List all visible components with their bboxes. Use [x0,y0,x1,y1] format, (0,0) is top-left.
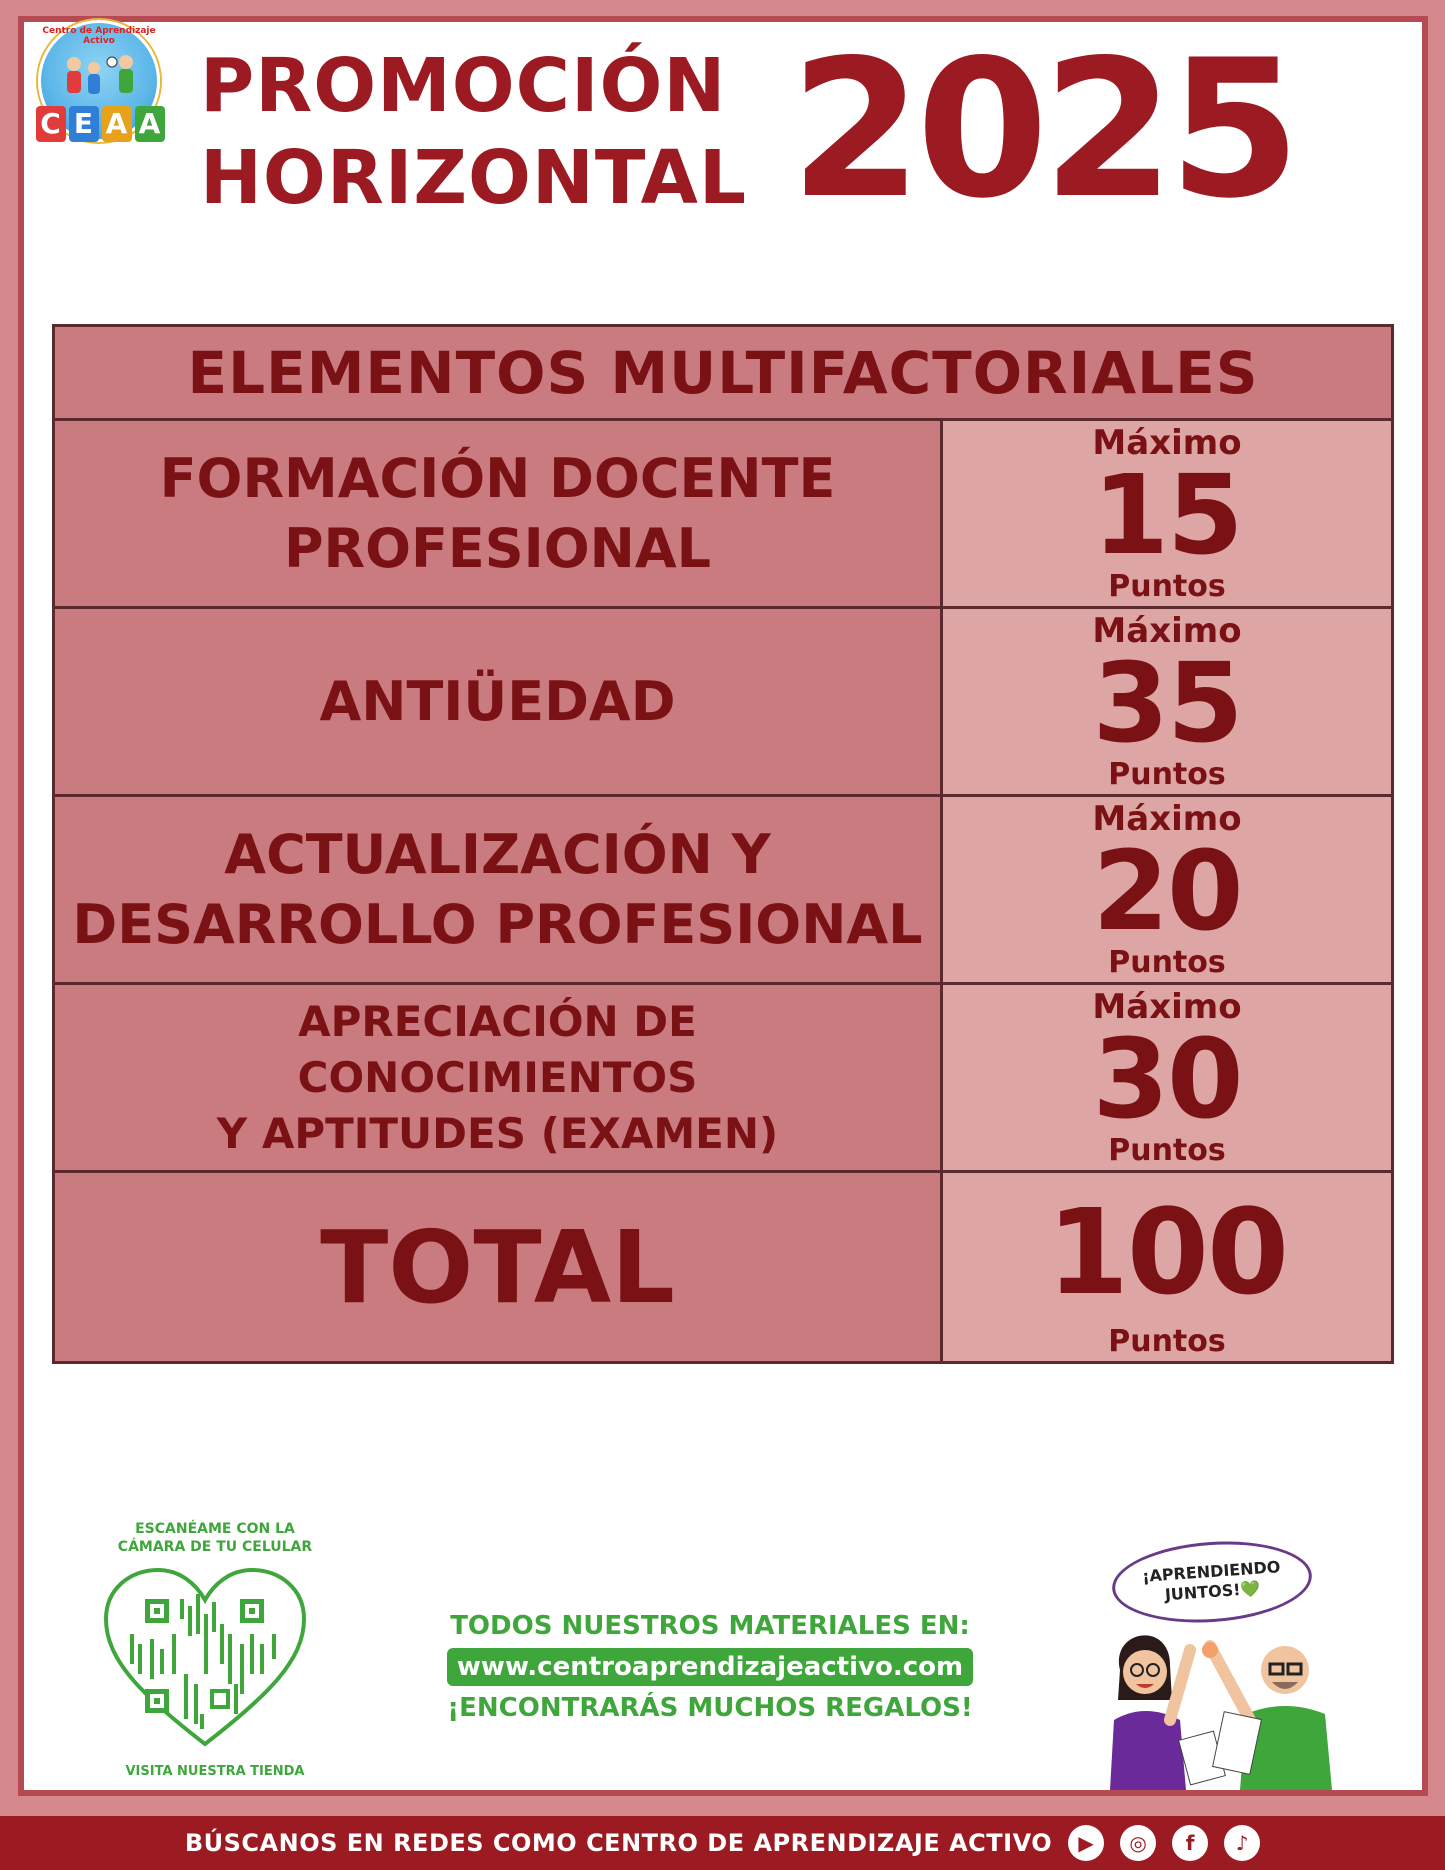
total-points [943,1173,1391,1361]
logo-letter-a2: A [135,106,165,142]
page-title [200,40,747,224]
points-value: 20 [1092,827,1242,955]
table-total-row [55,1173,1391,1361]
title-line-2: HORIZONTAL [200,135,748,221]
points-label: Puntos [1108,1133,1226,1168]
tiktok-icon[interactable]: ♪ [1224,1825,1260,1861]
promo-gifts: ¡ENCONTRARÁS MUCHOS REGALOS! [447,1693,973,1723]
table-row [55,421,1391,609]
logo-badge [30,106,170,146]
website-link[interactable]: www.centroaprendizajeactivo.com [447,1648,973,1686]
row-label [55,797,943,982]
qr-top-line-2: CÁMARA DE TU CELULAR [117,1539,313,1555]
qr-section [100,1520,330,1779]
max-label: Máximo [1092,611,1242,651]
row-label-line: FORMACIÓN DOCENTE [159,446,836,510]
points-value: 15 [1092,451,1242,579]
points-label: Puntos [1108,757,1226,792]
row-label-line: APRECIACIÓN DE [298,996,697,1046]
youtube-icon[interactable]: ▶ [1068,1825,1104,1861]
row-label [55,421,943,606]
table-row [55,797,1391,985]
qr-code-heart[interactable] [100,1564,310,1754]
row-label-line: ANTIÜEDAD [319,669,676,733]
max-label: Máximo [1092,987,1242,1027]
bubble-line-1: ¡APRENDIENDO [1141,1557,1281,1586]
row-label-line: PROFESIONAL [283,516,712,580]
table-row [55,985,1391,1173]
points-label: Puntos [1108,569,1226,604]
points-label: Puntos [1108,1324,1226,1359]
points-value: 35 [1092,639,1242,767]
promo-block [430,1608,990,1726]
social-footer-bar [0,1816,1445,1870]
qr-top-line-1: ESCANÉAME CON LA [135,1521,295,1537]
instagram-icon[interactable]: ◎ [1120,1825,1156,1861]
logo-letter-c: C [36,106,66,142]
logo-children-illustration [60,50,140,100]
row-label-line: CONOCIMIENTOS [297,1052,698,1102]
table-heading: ELEMENTOS MULTIFACTORIALES [55,327,1391,421]
row-label-line: DESARROLLO PROFESIONAL [72,892,923,956]
facebook-icon[interactable]: f [1172,1825,1208,1861]
max-label: Máximo [1092,799,1242,839]
row-label-line: Y APTITUDES (EXAMEN) [216,1108,779,1158]
qr-bottom-text: VISITA NUESTRA TIENDA [125,1764,305,1779]
title-year: 2025 [790,19,1295,240]
row-label [55,985,943,1170]
max-label: Máximo [1092,423,1242,463]
ceaa-logo [30,20,170,150]
points-table [52,324,1394,1364]
total-value: 100 [1046,1183,1288,1321]
row-points [943,797,1391,982]
bubble-line-2: JUNTOS!💚 [1164,1578,1261,1605]
social-footer-text: BÚSCANOS EN REDES COMO CENTRO DE APRENDIZAJE ACTIVO [184,1829,1053,1857]
row-label [55,609,943,794]
total-label: TOTAL [55,1173,943,1361]
row-points [943,421,1391,606]
logo-arc-text: Centro de Aprendizaje Activo [42,26,156,46]
row-points [943,985,1391,1170]
logo-letter-a1: A [102,106,132,142]
promo-heading: TODOS NUESTROS MATERIALES EN: [450,1611,970,1641]
row-label-line: ACTUALIZACIÓN Y [224,822,771,886]
teachers-illustration [1100,1610,1340,1790]
title-line-1: PROMOCIÓN [200,43,727,129]
logo-letter-e: E [69,106,99,142]
points-value: 30 [1092,1015,1242,1143]
row-points [943,609,1391,794]
table-row [55,609,1391,797]
points-label: Puntos [1108,945,1226,980]
